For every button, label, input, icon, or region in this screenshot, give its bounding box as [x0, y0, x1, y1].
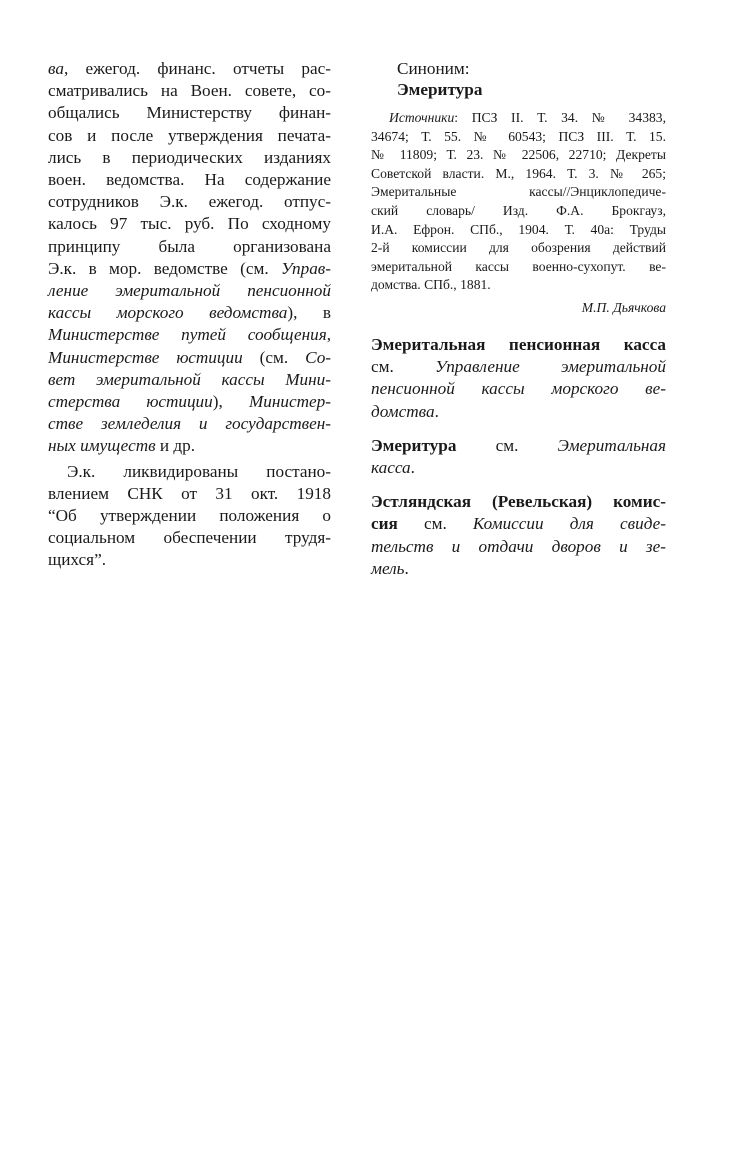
italic-run: Со- [305, 347, 332, 367]
text-run: “Об утверждении положения о [48, 506, 331, 526]
italic-run: касса [371, 457, 411, 477]
text-run: лись в периодических изданиях [48, 147, 331, 167]
text-run: воен. ведомства. На содержание [48, 170, 331, 190]
text-run: сотрудников Э.к. ежегод. отпус- [48, 192, 331, 212]
text-line [371, 435, 666, 457]
text-line [371, 239, 666, 258]
text-line [48, 258, 331, 280]
text-run: сматривались на Воен. совете, со- [48, 81, 331, 101]
text-run: калось 97 тыс. руб. По сходному [48, 214, 331, 234]
italic-run: Министерстве путей сообщения [48, 325, 327, 345]
italic-run: пенсионной кассы морского ве- [371, 379, 666, 399]
text-run: : ПСЗ II. Т. 34. № 34383, [454, 110, 666, 125]
text-line [48, 213, 331, 235]
text-line [48, 347, 331, 369]
text-run: № 11809; Т. 23. № 22506, 22710; Декреты [371, 147, 666, 163]
text-run: домства. СПб., 1881. [371, 277, 491, 293]
text-run: и др. [155, 436, 196, 456]
text-run: см. [397, 514, 473, 534]
text-line [48, 505, 331, 527]
italic-run: ных имуществ [48, 436, 156, 456]
text-line [48, 236, 331, 258]
text-line [48, 435, 331, 457]
synonym-value: Эмеритура [397, 80, 483, 99]
text-line [371, 457, 666, 479]
text-line [371, 109, 666, 128]
text-run: влением СНК от 31 окт. 1918 [48, 483, 331, 503]
text-line [371, 202, 666, 221]
text-line [48, 527, 331, 549]
text-run: эмеритальной кассы военно-сухопут. ве- [371, 258, 666, 274]
text-line [48, 413, 331, 435]
text-run: 2-й комиссии для обозрения действий [371, 240, 666, 256]
text-run: см. [456, 435, 558, 455]
paragraph-continuation [48, 58, 331, 458]
text-line [48, 391, 331, 413]
text-line [371, 221, 666, 240]
entry-estlyandskaya-komissiya [371, 491, 666, 580]
text-run: ), [212, 392, 249, 412]
italic-run: мель [371, 558, 405, 578]
text-line [48, 461, 331, 483]
synonym-label: Синоним: [397, 59, 470, 78]
text-line [371, 378, 666, 400]
bold-run: Эстляндская (Ревельская) комис- [371, 492, 666, 512]
text-line [371, 183, 666, 202]
text-line [48, 147, 331, 169]
italic-run: Комиссии для свиде- [472, 514, 666, 534]
text-run: . [410, 457, 415, 477]
text-line [371, 536, 666, 558]
text-run: Эмеритальные кассы//Энциклопедиче- [371, 184, 666, 200]
bold-run: сия [371, 514, 398, 534]
italic-run: Управ- [280, 258, 331, 278]
author-signature: М.П. Дьячкова [581, 299, 666, 315]
text-run: Э.к. в мор. ведомстве (см. [48, 258, 281, 278]
bold-run: Эмеритальная пенсионная касса [371, 334, 666, 354]
text-line [371, 334, 666, 356]
italic-run: Управление эмеритальной [435, 357, 666, 377]
text-line [48, 483, 331, 505]
text-run: (см. [242, 347, 306, 367]
left-column [48, 58, 331, 572]
text-run: Э.к. ликвидированы постано- [67, 461, 331, 481]
text-line [48, 280, 331, 302]
entry-emeritalnaya-pensionnaya-kassa [371, 334, 666, 423]
text-run: общались Министерству финан- [48, 103, 331, 123]
italic-run: Министерстве юстиции [48, 347, 243, 367]
text-line [371, 258, 666, 277]
text-line [48, 302, 331, 324]
sources-block [371, 109, 666, 295]
text-line [48, 549, 331, 571]
bold-run: Эмеритура [371, 435, 457, 455]
text-run: социальном обеспечении трудя- [48, 528, 331, 548]
text-line [371, 165, 666, 184]
text-line [48, 369, 331, 391]
italic-run: Источники [389, 110, 455, 125]
italic-run: вет эмеритальной кассы Мини- [48, 369, 331, 389]
text-run: принципу была организована [48, 236, 331, 256]
italic-run: стве земледелия и государствен- [48, 414, 331, 434]
text-line [48, 324, 331, 346]
text-line [371, 128, 666, 147]
italic-run: домства [371, 401, 435, 421]
text-line [48, 191, 331, 213]
text-run: . [434, 401, 439, 421]
text-run: щихся”. [48, 550, 106, 570]
text-run: см. [371, 357, 436, 377]
text-run: , ежегод. финанс. отчеты рас- [63, 59, 331, 78]
text-line [371, 356, 666, 378]
text-run: И.А. Ефрон. СПб., 1904. Т. 40а: Труды [371, 221, 666, 237]
text-line [371, 558, 666, 580]
italic-run: тельств и отдачи дворов и зе- [371, 536, 666, 556]
italic-run: Эмеритальная [557, 435, 666, 455]
text-line [48, 125, 331, 147]
text-line [371, 146, 666, 165]
text-run: , [326, 325, 331, 345]
text-run: ский словарь/ Изд. Ф.А. Брокгауз, [371, 202, 666, 218]
text-run: . [404, 558, 409, 578]
entry-emeritura [371, 435, 666, 479]
text-line [371, 513, 666, 535]
text-line [371, 401, 666, 423]
italic-run: Министер- [248, 392, 331, 412]
right-column [371, 58, 666, 580]
text-run: Советской власти. М., 1964. Т. 3. № 265; [371, 165, 666, 181]
text-run: сов и после утверждения печата- [48, 125, 331, 145]
text-line [371, 276, 666, 295]
text-line [48, 58, 331, 80]
italic-run: кассы морского ведомства [48, 303, 288, 323]
italic-run: ва [48, 59, 64, 78]
italic-run: стерства юстиции [48, 392, 213, 412]
italic-run: ление эмеритальной пенсионной [48, 281, 331, 301]
paragraph-liquidation [48, 461, 331, 572]
text-run: ), в [287, 303, 331, 323]
text-line [48, 80, 331, 102]
text-line [48, 169, 331, 191]
text-line [371, 491, 666, 513]
text-run: 34674; Т. 55. № 60543; ПСЗ III. Т. 15. [371, 128, 666, 144]
text-line [48, 102, 331, 124]
